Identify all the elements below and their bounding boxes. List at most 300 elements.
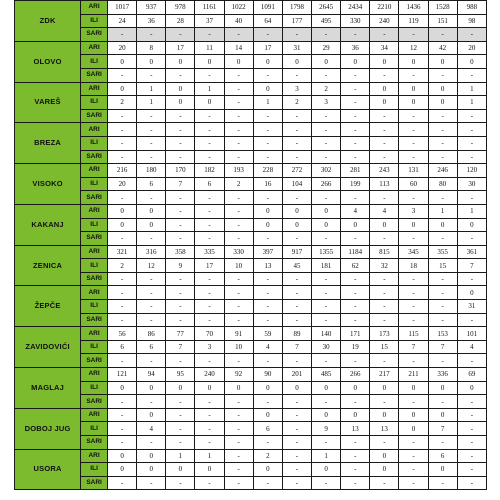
value-cell: - <box>457 476 486 490</box>
value-cell: 20 <box>457 41 486 55</box>
value-cell: 2 <box>108 259 137 273</box>
value-cell: 335 <box>195 245 224 259</box>
table-row <box>15 259 487 273</box>
value-cell: 0 <box>399 218 428 232</box>
value-cell: 173 <box>370 327 399 341</box>
value-cell: 8 <box>137 41 166 55</box>
value-cell: - <box>224 313 253 327</box>
value-cell: 36 <box>137 14 166 28</box>
value-cell: 0 <box>457 286 486 300</box>
value-cell: - <box>195 313 224 327</box>
value-cell: - <box>457 191 486 205</box>
value-cell: - <box>253 476 282 490</box>
value-cell: - <box>312 395 341 409</box>
value-cell: 69 <box>457 368 486 382</box>
value-cell: - <box>428 436 457 450</box>
value-cell: 1 <box>457 204 486 218</box>
value-cell: - <box>457 463 486 477</box>
value-cell: 0 <box>370 463 399 477</box>
value-cell: 0 <box>253 204 282 218</box>
value-cell: - <box>195 232 224 246</box>
value-cell: - <box>428 109 457 123</box>
value-cell: 0 <box>370 218 399 232</box>
value-cell: 34 <box>370 41 399 55</box>
value-cell: 13 <box>253 259 282 273</box>
value-cell: 36 <box>341 41 370 55</box>
value-cell: 59 <box>253 327 282 341</box>
value-cell: 193 <box>224 164 253 178</box>
value-cell: - <box>312 313 341 327</box>
value-cell: 485 <box>312 368 341 382</box>
value-cell: - <box>341 136 370 150</box>
table-row <box>15 14 487 28</box>
value-cell: 0 <box>195 381 224 395</box>
value-cell: - <box>224 449 253 463</box>
value-cell: - <box>137 28 166 42</box>
value-cell: 266 <box>312 177 341 191</box>
value-cell: 113 <box>370 177 399 191</box>
value-cell: 0 <box>108 82 137 96</box>
indicator-label: SARI <box>81 436 108 450</box>
value-cell: - <box>224 68 253 82</box>
value-cell: 0 <box>224 381 253 395</box>
value-cell: 0 <box>108 463 137 477</box>
value-cell: 6 <box>137 177 166 191</box>
value-cell: - <box>457 313 486 327</box>
value-cell: 98 <box>457 14 486 28</box>
table-row <box>15 449 487 463</box>
table-row <box>15 177 487 191</box>
surveillance-table-page <box>14 0 487 490</box>
value-cell: 216 <box>108 164 137 178</box>
value-cell: - <box>195 150 224 164</box>
value-cell: 1 <box>457 96 486 110</box>
value-cell: - <box>166 313 195 327</box>
value-cell: - <box>370 272 399 286</box>
value-cell: - <box>399 449 428 463</box>
value-cell: - <box>108 272 137 286</box>
value-cell: - <box>166 204 195 218</box>
value-cell: 330 <box>224 245 253 259</box>
value-cell: 0 <box>195 55 224 69</box>
value-cell: - <box>282 123 311 137</box>
value-cell: 978 <box>166 1 195 15</box>
value-cell: - <box>224 204 253 218</box>
table-row <box>15 68 487 82</box>
value-cell: 0 <box>457 55 486 69</box>
value-cell: - <box>195 354 224 368</box>
value-cell: - <box>166 28 195 42</box>
value-cell: 240 <box>195 368 224 382</box>
value-cell: 6 <box>108 340 137 354</box>
value-cell: - <box>224 191 253 205</box>
value-cell: 201 <box>282 368 311 382</box>
value-cell: - <box>224 476 253 490</box>
value-cell: - <box>312 123 341 137</box>
value-cell: 24 <box>108 14 137 28</box>
indicator-label: ILI <box>81 177 108 191</box>
value-cell: - <box>253 436 282 450</box>
value-cell: 0 <box>253 82 282 96</box>
value-cell: 0 <box>108 204 137 218</box>
value-cell: - <box>253 300 282 314</box>
value-cell: - <box>282 109 311 123</box>
value-cell: 1 <box>312 449 341 463</box>
table-row <box>15 408 487 422</box>
value-cell: - <box>195 123 224 137</box>
value-cell: 80 <box>428 177 457 191</box>
value-cell: - <box>253 395 282 409</box>
value-cell: 0 <box>195 463 224 477</box>
value-cell: - <box>282 136 311 150</box>
value-cell: 16 <box>253 177 282 191</box>
value-cell: 937 <box>137 1 166 15</box>
table-row <box>15 368 487 382</box>
value-cell: 0 <box>137 449 166 463</box>
value-cell: - <box>312 68 341 82</box>
value-cell: - <box>253 272 282 286</box>
value-cell: 101 <box>457 327 486 341</box>
value-cell: - <box>137 300 166 314</box>
value-cell: 321 <box>108 245 137 259</box>
value-cell: - <box>137 313 166 327</box>
value-cell: 246 <box>428 164 457 178</box>
value-cell: - <box>224 300 253 314</box>
value-cell: 19 <box>341 340 370 354</box>
indicator-label: ILI <box>81 218 108 232</box>
municipality-disease-table <box>14 0 487 490</box>
value-cell: - <box>224 96 253 110</box>
value-cell: 0 <box>399 381 428 395</box>
value-cell: 31 <box>457 300 486 314</box>
table-row <box>15 136 487 150</box>
table-row <box>15 300 487 314</box>
value-cell: - <box>195 300 224 314</box>
value-cell: 3 <box>312 96 341 110</box>
value-cell: 115 <box>399 327 428 341</box>
table-row <box>15 55 487 69</box>
value-cell: - <box>137 232 166 246</box>
value-cell: - <box>457 354 486 368</box>
value-cell: - <box>341 463 370 477</box>
value-cell: 355 <box>428 245 457 259</box>
value-cell: 180 <box>137 164 166 178</box>
value-cell: 988 <box>457 1 486 15</box>
value-cell: 70 <box>195 327 224 341</box>
value-cell: - <box>399 272 428 286</box>
table-row <box>15 340 487 354</box>
value-cell: 0 <box>312 408 341 422</box>
municipality-name: MAGLAJ <box>15 368 81 409</box>
value-cell: 211 <box>399 368 428 382</box>
value-cell: - <box>195 286 224 300</box>
value-cell: - <box>108 123 137 137</box>
value-cell: - <box>224 109 253 123</box>
value-cell: 0 <box>282 55 311 69</box>
value-cell: - <box>224 272 253 286</box>
value-cell: 217 <box>370 368 399 382</box>
value-cell: - <box>253 109 282 123</box>
value-cell: 2 <box>108 96 137 110</box>
municipality-name: OLOVO <box>15 41 81 82</box>
value-cell: 1 <box>253 96 282 110</box>
value-cell: - <box>341 436 370 450</box>
value-cell: 0 <box>341 381 370 395</box>
value-cell: 181 <box>312 259 341 273</box>
value-cell: - <box>224 286 253 300</box>
value-cell: 12 <box>137 259 166 273</box>
value-cell: - <box>428 28 457 42</box>
value-cell: 336 <box>428 368 457 382</box>
value-cell: - <box>282 354 311 368</box>
value-cell: 0 <box>253 408 282 422</box>
value-cell: - <box>137 150 166 164</box>
value-cell: - <box>282 68 311 82</box>
value-cell: 17 <box>166 41 195 55</box>
value-cell: - <box>195 28 224 42</box>
value-cell: - <box>253 28 282 42</box>
municipality-name: ZAVIDOVIĆI <box>15 327 81 368</box>
table-row <box>15 109 487 123</box>
value-cell: - <box>370 68 399 82</box>
value-cell: 12 <box>399 41 428 55</box>
table-row <box>15 395 487 409</box>
indicator-label: SARI <box>81 232 108 246</box>
table-row <box>15 232 487 246</box>
value-cell: - <box>108 68 137 82</box>
value-cell: - <box>166 68 195 82</box>
value-cell: - <box>253 313 282 327</box>
value-cell: 121 <box>108 368 137 382</box>
value-cell: - <box>137 109 166 123</box>
value-cell: 17 <box>195 259 224 273</box>
indicator-label: SARI <box>81 109 108 123</box>
value-cell: 30 <box>312 340 341 354</box>
value-cell: - <box>282 272 311 286</box>
value-cell: - <box>428 68 457 82</box>
municipality-name: VISOKO <box>15 164 81 205</box>
table-row <box>15 422 487 436</box>
value-cell: 120 <box>457 164 486 178</box>
value-cell: 7 <box>399 340 428 354</box>
value-cell: - <box>312 286 341 300</box>
value-cell: - <box>370 150 399 164</box>
value-cell: 0 <box>370 408 399 422</box>
value-cell: 182 <box>195 164 224 178</box>
value-cell: 170 <box>166 164 195 178</box>
value-cell: 15 <box>370 340 399 354</box>
value-cell: - <box>399 313 428 327</box>
value-cell: - <box>224 150 253 164</box>
value-cell: 86 <box>137 327 166 341</box>
value-cell: - <box>224 123 253 137</box>
value-cell: - <box>166 191 195 205</box>
value-cell: 0 <box>108 55 137 69</box>
value-cell: - <box>341 28 370 42</box>
value-cell: 153 <box>428 327 457 341</box>
value-cell: - <box>108 300 137 314</box>
value-cell: - <box>341 109 370 123</box>
value-cell: - <box>457 395 486 409</box>
value-cell: - <box>370 191 399 205</box>
value-cell: - <box>195 272 224 286</box>
value-cell: 94 <box>137 368 166 382</box>
value-cell: - <box>399 463 428 477</box>
value-cell: - <box>137 395 166 409</box>
value-cell: 104 <box>282 177 311 191</box>
indicator-label: ILI <box>81 96 108 110</box>
value-cell: - <box>166 136 195 150</box>
value-cell: - <box>108 476 137 490</box>
value-cell: - <box>195 422 224 436</box>
table-row <box>15 245 487 259</box>
value-cell: - <box>428 272 457 286</box>
value-cell: 302 <box>312 164 341 178</box>
value-cell: 10 <box>224 259 253 273</box>
value-cell: - <box>195 204 224 218</box>
value-cell: - <box>253 286 282 300</box>
value-cell: 9 <box>312 422 341 436</box>
value-cell: - <box>428 354 457 368</box>
value-cell: - <box>224 28 253 42</box>
value-cell: - <box>428 286 457 300</box>
value-cell: - <box>457 408 486 422</box>
value-cell: 18 <box>399 259 428 273</box>
value-cell: 815 <box>370 245 399 259</box>
value-cell: 0 <box>370 381 399 395</box>
value-cell: 17 <box>253 41 282 55</box>
value-cell: - <box>166 150 195 164</box>
value-cell: 1184 <box>341 245 370 259</box>
value-cell: - <box>341 123 370 137</box>
value-cell: 7 <box>166 177 195 191</box>
value-cell: - <box>166 232 195 246</box>
value-cell: 56 <box>108 327 137 341</box>
value-cell: 40 <box>224 14 253 28</box>
value-cell: 64 <box>253 14 282 28</box>
value-cell: 0 <box>253 463 282 477</box>
value-cell: 45 <box>282 259 311 273</box>
value-cell: - <box>370 476 399 490</box>
value-cell: 0 <box>341 218 370 232</box>
value-cell: - <box>166 286 195 300</box>
value-cell: - <box>282 286 311 300</box>
table-row <box>15 272 487 286</box>
indicator-label: SARI <box>81 28 108 42</box>
value-cell: - <box>137 476 166 490</box>
value-cell: - <box>224 395 253 409</box>
value-cell: 4 <box>341 204 370 218</box>
value-cell: - <box>312 300 341 314</box>
value-cell: - <box>224 408 253 422</box>
value-cell: 31 <box>282 41 311 55</box>
value-cell: - <box>457 449 486 463</box>
value-cell: - <box>137 191 166 205</box>
indicator-label: ARI <box>81 123 108 137</box>
value-cell: 0 <box>137 55 166 69</box>
value-cell: 0 <box>137 381 166 395</box>
value-cell: - <box>195 395 224 409</box>
value-cell: 2 <box>253 449 282 463</box>
value-cell: - <box>370 123 399 137</box>
indicator-label: ILI <box>81 300 108 314</box>
value-cell: - <box>195 109 224 123</box>
value-cell: - <box>341 82 370 96</box>
value-cell: 1 <box>137 82 166 96</box>
value-cell: - <box>312 272 341 286</box>
value-cell: - <box>137 436 166 450</box>
indicator-label: ARI <box>81 41 108 55</box>
municipality-name: KAKANJ <box>15 204 81 245</box>
value-cell: - <box>108 28 137 42</box>
indicator-label: SARI <box>81 354 108 368</box>
table-row <box>15 436 487 450</box>
value-cell: - <box>166 123 195 137</box>
value-cell: - <box>166 272 195 286</box>
value-cell: 60 <box>399 177 428 191</box>
value-cell: 1 <box>195 449 224 463</box>
value-cell: - <box>428 395 457 409</box>
value-cell: - <box>108 150 137 164</box>
value-cell: 0 <box>312 204 341 218</box>
value-cell: 1436 <box>399 1 428 15</box>
indicator-label: ARI <box>81 1 108 15</box>
value-cell: 0 <box>399 96 428 110</box>
value-cell: - <box>166 422 195 436</box>
value-cell: 0 <box>195 96 224 110</box>
table-row <box>15 191 487 205</box>
value-cell: 28 <box>166 14 195 28</box>
value-cell: 6 <box>137 340 166 354</box>
table-row <box>15 354 487 368</box>
value-cell: 0 <box>370 55 399 69</box>
value-cell: - <box>370 286 399 300</box>
value-cell: 0 <box>108 218 137 232</box>
value-cell: 0 <box>108 381 137 395</box>
value-cell: - <box>341 96 370 110</box>
value-cell: - <box>195 408 224 422</box>
value-cell: 0 <box>108 449 137 463</box>
value-cell: - <box>108 436 137 450</box>
value-cell: 32 <box>370 259 399 273</box>
value-cell: 0 <box>428 408 457 422</box>
indicator-label: ARI <box>81 449 108 463</box>
value-cell: - <box>108 354 137 368</box>
municipality-name: USORA <box>15 449 81 490</box>
table-row <box>15 123 487 137</box>
table-row <box>15 150 487 164</box>
value-cell: - <box>399 68 428 82</box>
value-cell: 1798 <box>282 1 311 15</box>
value-cell: 0 <box>282 381 311 395</box>
value-cell: - <box>312 109 341 123</box>
value-cell: - <box>428 232 457 246</box>
value-cell: - <box>282 395 311 409</box>
value-cell: 0 <box>428 381 457 395</box>
value-cell: 199 <box>341 177 370 191</box>
value-cell: - <box>312 476 341 490</box>
value-cell: 917 <box>282 245 311 259</box>
value-cell: 358 <box>166 245 195 259</box>
value-cell: - <box>428 136 457 150</box>
value-cell: 0 <box>137 463 166 477</box>
indicator-label: ILI <box>81 136 108 150</box>
value-cell: 131 <box>399 164 428 178</box>
value-cell: - <box>399 109 428 123</box>
value-cell: 0 <box>166 381 195 395</box>
indicator-label: ARI <box>81 164 108 178</box>
value-cell: - <box>457 68 486 82</box>
